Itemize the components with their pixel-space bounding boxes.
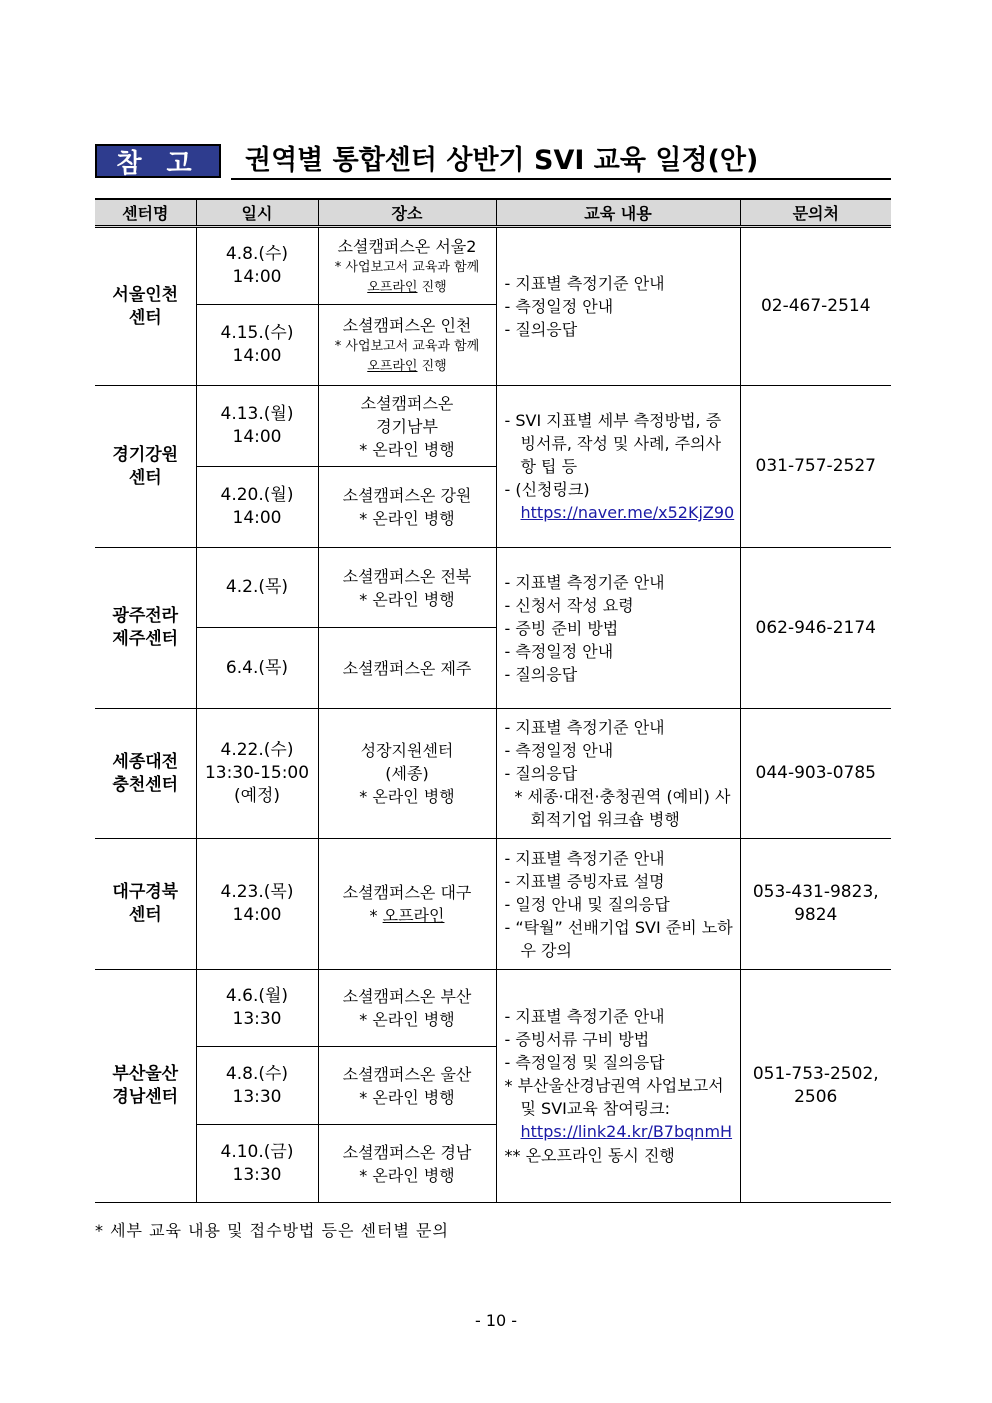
contact-cell: 044-903-0785: [740, 709, 891, 839]
center-name-cell: 경기강원 센터: [95, 386, 196, 548]
date-cell: 4.22.(수) 13:30-15:00 (예정): [196, 709, 318, 839]
participation-link[interactable]: https://link24.kr/B7bqnmH: [520, 1122, 733, 1141]
registration-link[interactable]: https://naver.me/x52KjZ90: [520, 503, 735, 522]
place-cell: 소셜캠퍼스온 부산 * 온라인 병행: [318, 970, 496, 1047]
list-item: - 지표별 측정기준 안내: [504, 572, 665, 592]
list-item: - 증빙서류 구비 방법: [504, 1030, 650, 1049]
place-cell: 소셜캠퍼스온 전북 * 온라인 병행: [318, 548, 496, 628]
date-cell: 4.23.(목) 14:00: [196, 839, 318, 970]
column-header: 센터명: [95, 199, 196, 227]
content-cell: [496, 386, 740, 548]
date-cell: 6.4.(목): [196, 628, 318, 709]
content-cell: [496, 227, 740, 386]
list-item: - 일정 안내 및 질의응답: [504, 894, 670, 914]
list-item: - 지표별 증빙자료 설명: [504, 871, 665, 891]
contact-cell: 051-753-2502, 2506: [740, 970, 891, 1203]
table-row: [95, 709, 891, 839]
place-cell: 소셜캠퍼스온 대구 * 오프라인: [318, 839, 496, 970]
page-number: - 10 -: [474, 1311, 518, 1330]
list-item: - 신청서 작성 요령: [504, 595, 634, 615]
list-item: - “탁월” 선배기업 SVI 준비 노하우 강의: [504, 917, 733, 960]
center-name-cell: 부산울산 경남센터: [95, 970, 196, 1203]
column-header: 교육 내용: [496, 199, 740, 227]
list-item: - 측정일정 안내: [504, 297, 614, 316]
column-header: 장소: [318, 199, 496, 227]
schedule-table: [95, 198, 891, 1203]
center-name-cell: 서울인천 센터: [95, 227, 196, 386]
column-header: 일시: [196, 199, 318, 227]
list-item: - 지표별 측정기준 안내: [504, 1007, 665, 1026]
table-row: [95, 548, 891, 628]
list-item: * 부산울산경남권역 사업보고서 및 SVI교육 참여링크:: [504, 1076, 724, 1118]
date-cell: 4.20.(월) 14:00: [196, 467, 318, 548]
contact-cell: 031-757-2527: [740, 386, 891, 548]
date-cell: 4.6.(월) 13:30: [196, 970, 318, 1047]
list-item: * 세종·대전·충청권역 (예비) 사회적기업 워크숍 병행: [514, 787, 731, 829]
page-title-block: [95, 141, 891, 181]
contact-cell: 062-946-2174: [740, 548, 891, 709]
footnote: * 세부 교육 내용 및 접수방법 등은 센터별 문의: [95, 1221, 449, 1240]
table-row: [95, 386, 891, 467]
date-cell: 4.10.(금) 13:30: [196, 1125, 318, 1203]
list-item: - 지표별 측정기준 안내: [504, 274, 665, 293]
center-name-cell: 대구경북 센터: [95, 839, 196, 970]
column-header: 문의처: [740, 199, 891, 227]
place-cell: 소셜캠퍼스온 제주: [318, 628, 496, 709]
list-item: - 측정일정 안내: [504, 741, 614, 760]
date-cell: 4.13.(월) 14:00: [196, 386, 318, 467]
list-item: - 질의응답: [504, 764, 578, 783]
list-item: - 질의응답: [504, 664, 578, 684]
list-item: - 지표별 측정기준 안내: [504, 718, 665, 737]
content-cell: [496, 548, 740, 709]
center-name-cell: 세종대전 충천센터: [95, 709, 196, 839]
place-cell: 소셜캠퍼스온 경남 * 온라인 병행: [318, 1125, 496, 1203]
page-title: 권역별 통합센터 상반기 SVI 교육 일정(안): [245, 145, 759, 176]
date-cell: 4.2.(목): [196, 548, 318, 628]
place-cell: 소셜캠퍼스온 경기남부 * 온라인 병행: [318, 386, 496, 467]
list-item: - 지표별 측정기준 안내: [504, 848, 665, 868]
list-item: - 질의응답: [504, 320, 578, 339]
date-cell: 4.15.(수) 14:00: [196, 305, 318, 386]
table-header-row: [95, 199, 891, 227]
place-cell: 소셜캠퍼스온 서울2 * 사업보고서 교육과 함께 오프라인 진행: [318, 227, 496, 305]
title-underline: [231, 178, 891, 180]
place-cell: 성장지원센터 (세종) * 온라인 병행: [318, 709, 496, 839]
table-row: [95, 227, 891, 305]
place-cell: 소셜캠퍼스온 울산 * 온라인 병행: [318, 1047, 496, 1125]
table-row: [95, 970, 891, 1047]
center-name-cell: 광주전라 제주센터: [95, 548, 196, 709]
reference-badge: 참 고: [95, 144, 221, 178]
list-item: - 측정일정 및 질의응답: [504, 1053, 665, 1072]
table-row: [95, 839, 891, 970]
content-cell: [496, 709, 740, 839]
contact-cell: 053-431-9823, 9824: [740, 839, 891, 970]
list-item: - SVI 지표별 세부 측정방법, 증빙서류, 작성 및 사례, 주의사항 팁 등: [504, 411, 722, 476]
date-cell: 4.8.(수) 13:30: [196, 1047, 318, 1125]
place-cell: 소셜캠퍼스온 강원 * 온라인 병행: [318, 467, 496, 548]
place-cell: 소셜캠퍼스온 인천 * 사업보고서 교육과 함께 오프라인 진행: [318, 305, 496, 386]
content-cell: [496, 839, 740, 970]
content-cell: [496, 970, 740, 1203]
list-item: - (신청링크): [504, 480, 590, 499]
content-note: ** 온오프라인 동시 진행: [504, 1146, 675, 1165]
list-item: - 증빙 준비 방법: [504, 618, 619, 638]
date-cell: 4.8.(수) 14:00: [196, 227, 318, 305]
list-item: - 측정일정 안내: [504, 641, 614, 661]
contact-cell: 02-467-2514: [740, 227, 891, 386]
